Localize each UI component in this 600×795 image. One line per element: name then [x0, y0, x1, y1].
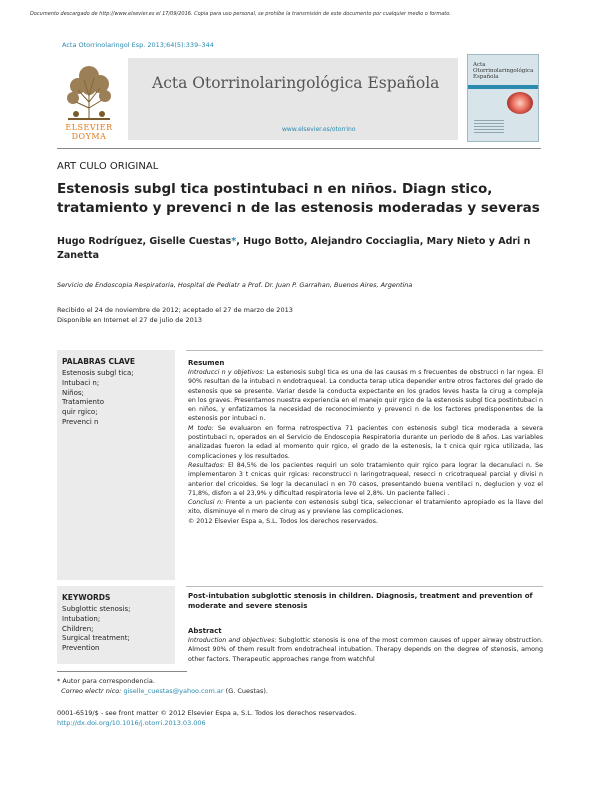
abstract-intro-label: Introduction and objectives:: [188, 637, 277, 644]
keywords-en-title: KEYWORDS: [62, 593, 111, 602]
email-line: [57, 686, 268, 696]
journal-url-link[interactable]: www.elsevier.es/otorrino: [282, 126, 356, 133]
received-date: Recibido el 24 de noviembre de 2012; aceptado el 27 de marzo de 2013: [57, 306, 293, 314]
resumen-intro-label: Introducci n y objetivos:: [188, 369, 265, 376]
abstract-divider: [186, 586, 543, 587]
download-note: Documento descargado de http://www.elsevier.es el 17/09/2016. Copia para uso personal, se prohíbe la transmisión de este documento por cualquier medio o formato.: [30, 11, 451, 17]
issn-line: 0001-6519/$ - see front matter © 2012 Elsevier Espa a, S.L. Todos los derechos reservados.: [57, 709, 357, 717]
resumen-copyright: © 2012 Elsevier Espa a, S.L. Todos los derechos reservados.: [188, 517, 378, 525]
cover-accent-bar: [468, 85, 538, 89]
resumen-title: Resumen: [188, 359, 225, 367]
corresponding-author-mark[interactable]: *: [231, 236, 237, 247]
authors-rest: , Hugo Botto, Alejandro Cocciaglia, Mary Nieto y Adri n Zanetta: [57, 236, 531, 261]
keywords-es-title: PALABRAS CLAVE: [62, 357, 136, 366]
keywords-en-list: Subglottic stenosis; Intubation; Children; Surgical treatment; Prevention: [62, 605, 131, 653]
abstract-intro-text: Subglottic stenosis is one of the most common causes of upper airway obstruction. Almost 90% of them result from endotracheal intubation. Therapy depends on the degree of stenosis, among other factors. Therapeutic approaches range from watchful: [188, 637, 543, 663]
authors-first: Hugo Rodríguez, Giselle Cuestas: [57, 236, 232, 247]
citation-link[interactable]: Acta Otorrinolaringol Esp. 2013;64(5):339–344: [62, 41, 214, 49]
footnote: [57, 676, 268, 696]
abstract-title: Abstract: [188, 627, 222, 635]
resumen-method-text: Se evaluaron en forma retrospectiva 71 pacientes con estenosis subgl tica moderada a severa postintubaci n, operados en el Servicio de Endoscopia Respiratoria durante un periodo de 8 años. Las variables analizadas fueron la edad al momento quir rgico, el grado de la estenosis, la t cnica quir rgica utilizada, las complicaciones y los resultados.: [188, 424, 543, 460]
elsevier-doyma-wordmark: [58, 123, 120, 141]
keywords-es-list: Estenosis subgl tica; Intubaci n; Niños; Tratamiento quir rgico; Prevenci n: [62, 369, 134, 426]
email-link[interactable]: giselle_cuestas@yahoo.com.ar: [123, 687, 224, 695]
article-title: Estenosis subgl tica postintubaci n en niños. Diagn stico, tratamiento y prevenci n de las estenosis moderadas y severas: [57, 181, 540, 216]
resumen-intro-text: La estenosis subgl tica es una de las causas m s frecuentes de obstrucci n lar ngea. El 90% resultan de la intubaci n endotraqueal. La conducta terap utica depender entre otros factores del grado de estenosis que se presente. Variar desde la conducta expectante en los grados leves hasta la cirug a compleja en los graves. Presentamos nuestra experiencia en el manejo quir rgico de la estenosis subgl tica postintubaci n en niños, y enfatizamos la necesidad de reconocimiento y prevenci n de los factores predisponentes de la estenosis por intubaci n.: [188, 369, 543, 423]
footnote-divider: [57, 671, 187, 672]
section-label: ART CULO ORIGINAL: [57, 161, 159, 172]
cover-endoscopy-image: [507, 92, 533, 114]
header-divider: [57, 148, 541, 149]
publisher-name: ELSEVIER: [65, 123, 113, 132]
bottom-info: [57, 708, 356, 728]
english-title: Post-intubation subglottic stenosis in children. Diagnosis, treatment and prevention of moderate and severe stenosis: [188, 592, 533, 610]
author-list: [57, 235, 547, 263]
journal-title: Acta Otorrinolaringológica Española: [152, 74, 440, 92]
doi-link[interactable]: http://dx.doi.org/10.1016/j.otorri.2013.03.006: [57, 719, 206, 727]
resumen-divider: [186, 350, 543, 351]
resumen-conclusion-text: Frente a un paciente con estenosis subgl tica, seleccionar el tratamiento apropiado es la llave del xito, disminuye el n mero de cirug as y previene las complicaciones.: [188, 499, 543, 516]
resumen-results-text: El 84,5% de los pacientes requiri un solo tratamiento quir rgico para lograr la decanulaci n. Se implementaron 3 t cnicas quir rgicas: reconstrucci n laringotraqueal, resecci n cricotraqueal parcial y divisi n anterior del cricoides. Se logr la decanulaci n en 70 casos, presentando buena ventilaci n, deglucion y voz el 71,8%, disfon a el 23,9% y dificultad respiratoria leve el 2,8%. Un paciente falleci .: [188, 461, 543, 497]
resumen-conclusion-label: Conclusi n:: [188, 499, 224, 507]
resumen-method-label: M todo:: [188, 424, 214, 432]
email-label: Correo electr nico:: [61, 687, 124, 695]
publisher-imprint: DOYMA: [71, 132, 107, 141]
abstract-body: [188, 636, 543, 664]
corresponding-author-note: * Autor para correspondencia.: [57, 677, 155, 685]
cover-title: Acta Otorrinolaringológica Española: [473, 62, 534, 81]
resumen-results-label: Resultados:: [188, 461, 225, 469]
online-date: Disponible en Internet el 27 de julio de 2013: [57, 315, 202, 324]
email-suffix: (G. Cuestas).: [223, 687, 268, 695]
affiliation: Servicio de Endoscopia Respiratoria, Hospital de Pediatr a Prof. Dr. Juan P. Garrahan, Buenos Aires, Argentina: [57, 281, 413, 289]
resumen-body: [188, 368, 543, 526]
article-dates: [57, 306, 293, 325]
cover-text-lines: [474, 120, 504, 134]
